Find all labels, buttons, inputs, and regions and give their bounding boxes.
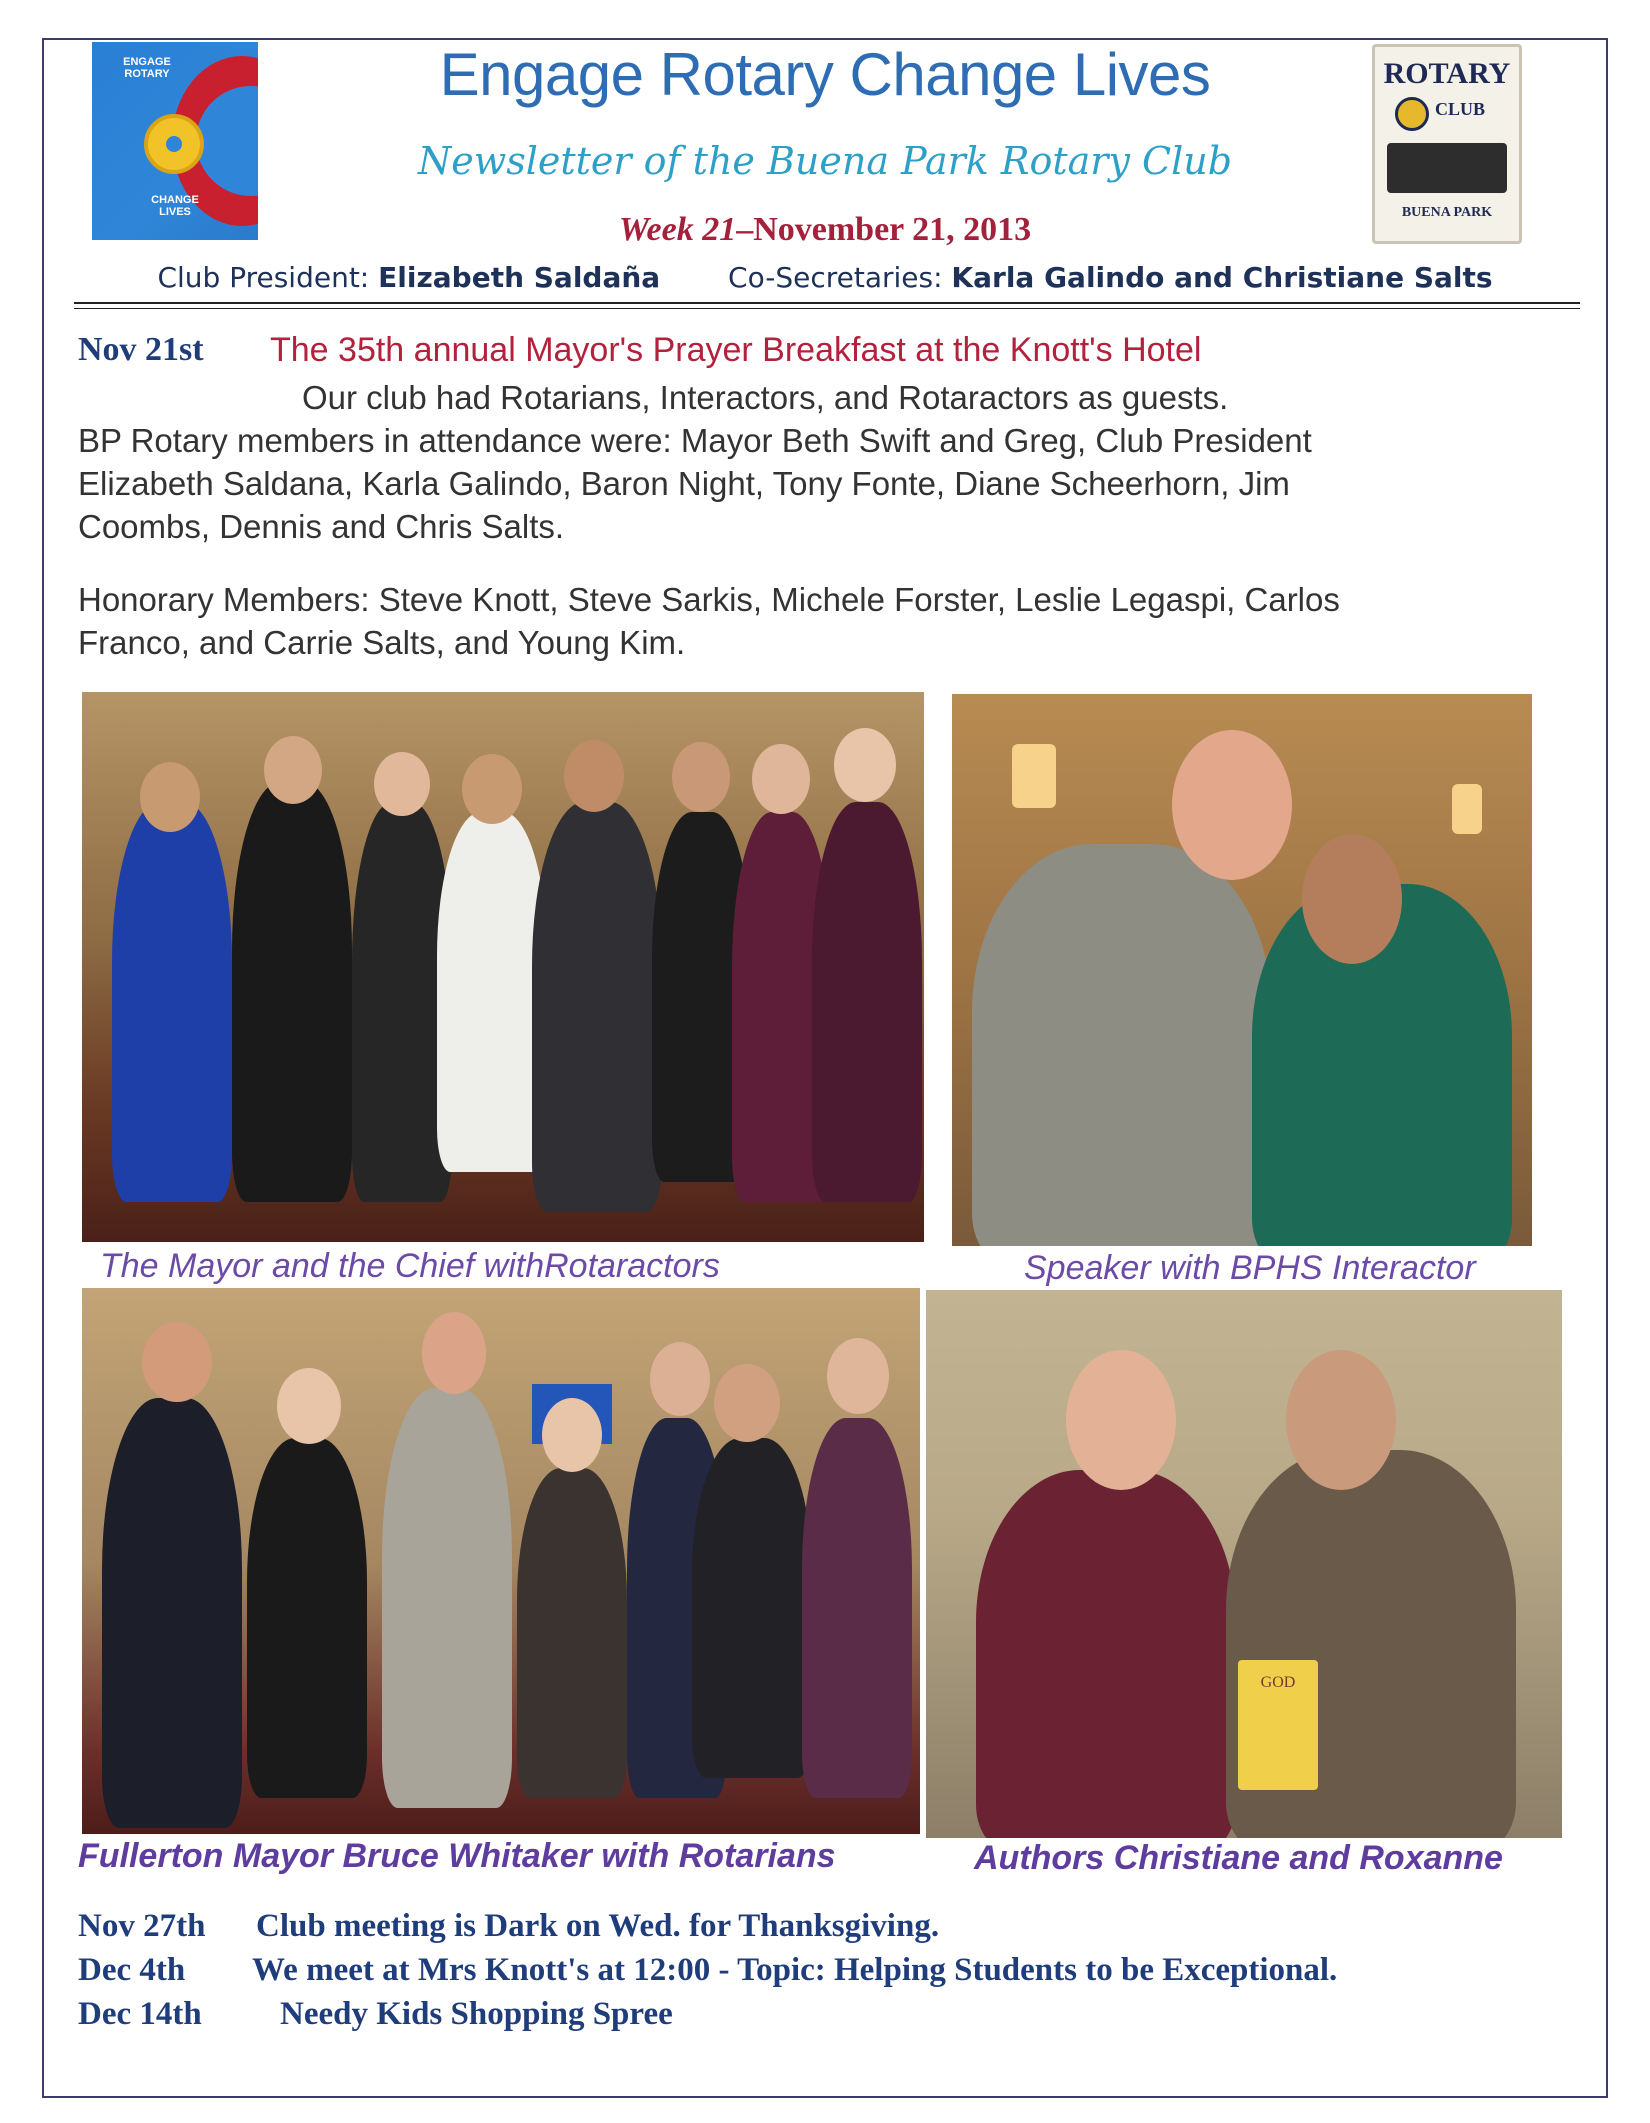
rotary-wheel-icon: [1395, 97, 1429, 131]
week-label: Week 21: [618, 211, 737, 248]
president-name: Elizabeth Saldaña: [378, 261, 661, 294]
book-title: GOD: [1260, 1674, 1296, 1691]
event-guests-line: Our club had Rotarians, Interactors, and Rotaractors as guests.: [302, 379, 1229, 416]
rotary-club-buena-park-logo: [1372, 44, 1522, 244]
header-divider-thin: [74, 308, 1580, 309]
schedule-date-3: Dec 14th: [78, 1996, 202, 2032]
schedule-date-1: Nov 27th: [78, 1908, 206, 1944]
schedule-date-2: Dec 4th: [78, 1952, 186, 1988]
secretaries-names: Karla Galindo and Christiane Salts: [951, 261, 1493, 294]
photo-speaker-with-interactor: [952, 694, 1532, 1246]
event-headline: The 35th annual Mayor's Prayer Breakfast at the Knott's Hotel: [270, 331, 1202, 369]
officers-line: [60, 258, 1590, 298]
president-label: Club President:: [157, 261, 370, 294]
caption-photo-3: Fullerton Mayor Bruce Whitaker with Rotarians: [78, 1837, 836, 1875]
book-icon: [1238, 1660, 1318, 1790]
schedule-text-1: Club meeting is Dark on Wed. for Thanksgiving.: [256, 1908, 940, 1944]
logo-right-sub: CLUB: [1435, 99, 1486, 119]
newsletter-subtitle: Newsletter of the Buena Park Rotary Club: [417, 139, 1233, 183]
secretaries-label: Co-Secretaries:: [728, 261, 943, 294]
logo-right-title: ROTARY: [1383, 57, 1511, 90]
event-date: Nov 21st: [78, 331, 204, 368]
photo-fullerton-mayor-rotarians: [82, 1288, 920, 1834]
caption-photo-1: The Mayor and the Chief withRotaractors: [100, 1247, 720, 1285]
honorary-line-2: Franco, and Carrie Salts, and Young Kim.: [78, 624, 686, 661]
schedule-text-3: Needy Kids Shopping Spree: [280, 1996, 673, 2032]
attendance-line-2: Elizabeth Saldana, Karla Galindo, Baron Night, Tony Fonte, Diane Scheerhorn, Jim: [78, 465, 1290, 502]
newsletter-title: Engage Rotary Change Lives: [439, 41, 1211, 108]
engage-rotary-logo: [92, 42, 258, 240]
rotary-wheel-icon: [144, 114, 204, 174]
caption-photo-2: Speaker with BPHS Interactor: [1024, 1249, 1476, 1287]
schedule-text-2: We meet at Mrs Knott's at 12:00 - Topic: Helping Students to be Exceptional.: [252, 1952, 1338, 1988]
honorary-line-1: Honorary Members: Steve Knott, Steve Sarkis, Michele Forster, Leslie Legaspi, Carlos: [78, 581, 1340, 618]
train-icon: [1387, 143, 1507, 193]
photo-mayor-chief-rotaractors: [82, 692, 924, 1242]
logo-left-top-text: ENGAGE ROTARY: [123, 56, 171, 80]
logo-right-bottom: BUENA PARK: [1401, 205, 1493, 220]
week-date: –November 21, 2013: [736, 211, 1032, 248]
photo-authors-christiane-roxanne: [926, 1290, 1562, 1838]
caption-photo-4: Authors Christiane and Roxanne: [974, 1839, 1503, 1877]
header-divider: [74, 302, 1580, 304]
attendance-line-1: BP Rotary members in attendance were: Mayor Beth Swift and Greg, Club President: [78, 422, 1312, 459]
logo-left-bottom-text: CHANGE LIVES: [151, 194, 199, 218]
week-line: [300, 208, 1350, 252]
attendance-line-3: Coombs, Dennis and Chris Salts.: [78, 508, 565, 545]
